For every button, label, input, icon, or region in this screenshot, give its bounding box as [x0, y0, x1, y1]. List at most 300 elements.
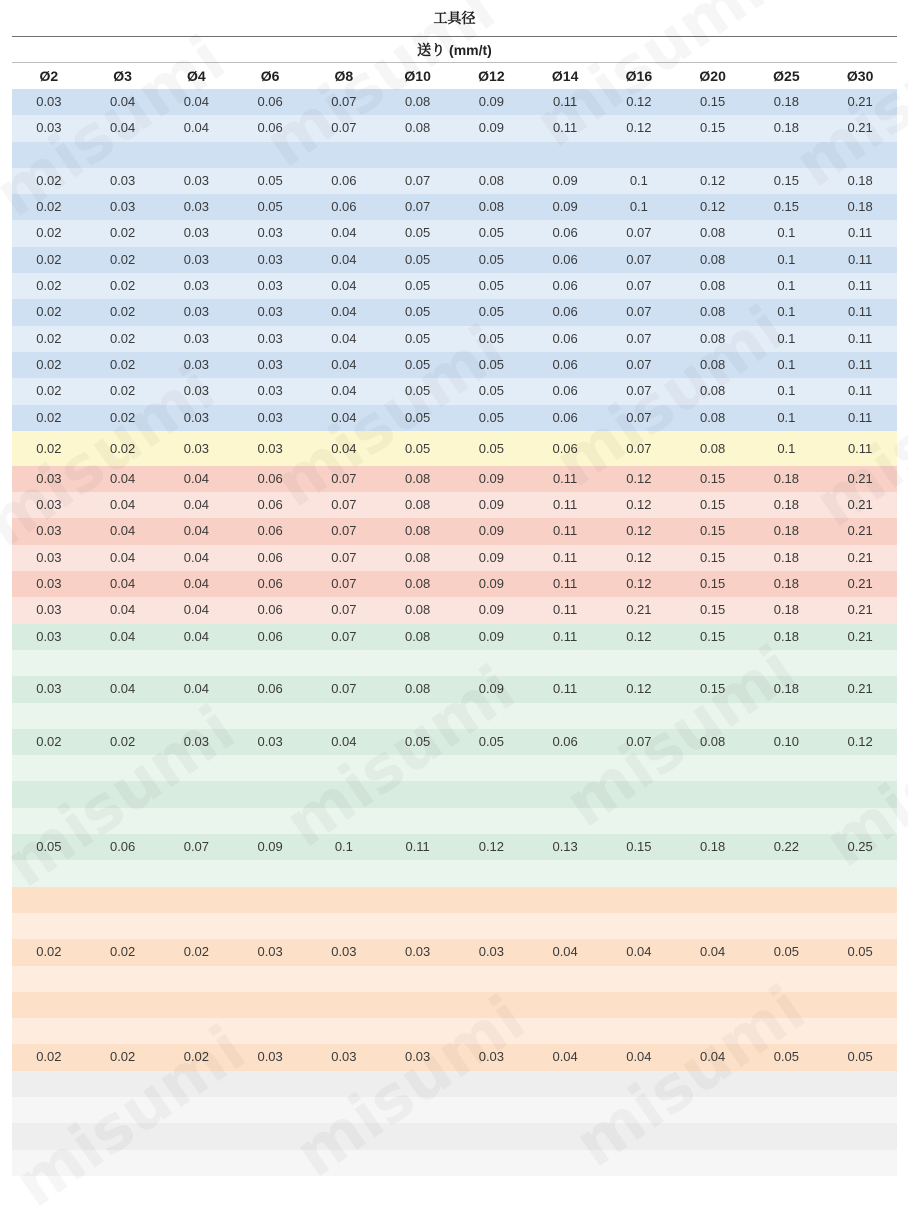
table-cell: [12, 1150, 86, 1176]
table-row: [12, 273, 897, 299]
table-cell: 0.18: [773, 497, 800, 513]
table-row: [12, 1097, 897, 1123]
table-cell: 0.11: [847, 330, 873, 346]
table-cell: 0.08: [478, 199, 505, 215]
table-cell: 0.04: [109, 523, 136, 539]
table-cell: 0.09: [478, 549, 505, 565]
table-cell: [750, 650, 824, 676]
table-cell: 0.12: [626, 120, 652, 136]
table-cell: [307, 1071, 381, 1097]
table-cell: [86, 755, 160, 781]
table-cell: 0.05: [257, 172, 283, 188]
table-cell: 0.05: [404, 383, 431, 399]
table-cell: 0.08: [699, 440, 726, 456]
table-cell: [602, 1018, 676, 1044]
table-cell: 0.07: [331, 523, 357, 539]
table-cell: 0.05: [478, 304, 505, 320]
table-cell: [823, 781, 897, 807]
table-cell: [12, 966, 86, 992]
table-cell: [12, 992, 86, 1018]
table-cell: 0.03: [36, 497, 62, 513]
table-cell: [528, 887, 602, 913]
table-cell: [86, 1071, 160, 1097]
table-cell: 0.11: [552, 523, 578, 539]
column-header: Ø10: [404, 68, 431, 84]
table-cell: [160, 860, 234, 886]
table-cell: [233, 142, 307, 168]
table-row: [12, 545, 897, 571]
table-cell: [823, 1123, 897, 1149]
table-cell: 0.04: [331, 330, 357, 346]
table-cell: [233, 781, 307, 807]
table-cell: 0.13: [552, 839, 578, 855]
feed-rate-table: [12, 0, 897, 1176]
table-cell: [307, 1097, 381, 1123]
table-cell: [233, 1150, 307, 1176]
table-cell: 0.12: [626, 94, 652, 109]
table-cell: 0.08: [699, 383, 726, 399]
table-row: [12, 992, 897, 1018]
table-cell: 0.08: [404, 549, 431, 565]
table-cell: 0.11: [552, 549, 578, 565]
table-row: [12, 168, 897, 194]
table-cell: [528, 1150, 602, 1176]
table-cell: [528, 1097, 602, 1123]
table-cell: 0.04: [331, 440, 357, 456]
table-cell: 0.03: [257, 225, 283, 241]
column-header-row: [12, 63, 897, 89]
table-cell: 0.05: [404, 409, 431, 425]
table-cell: [602, 913, 676, 939]
table-cell: 0.08: [699, 409, 726, 425]
table-cell: [602, 887, 676, 913]
table-cell: 0.12: [626, 497, 652, 513]
table-cell: 0.02: [36, 733, 62, 749]
table-cell: 0.04: [109, 602, 136, 618]
table-cell: 0.04: [183, 470, 210, 486]
table-cell: 0.02: [109, 251, 136, 267]
table-cell: 0.18: [773, 602, 800, 618]
table-cell: 0.07: [626, 251, 652, 267]
table-cell: 0.03: [257, 330, 283, 346]
table-cell: 0.02: [109, 304, 136, 320]
table-cell: 0.12: [626, 681, 652, 697]
table-cell: [602, 966, 676, 992]
table-cell: 0.03: [36, 576, 62, 592]
table-cell: 0.03: [183, 304, 210, 320]
table-cell: 0.15: [773, 172, 800, 188]
table-cell: 0.04: [109, 576, 136, 592]
table-cell: 0.04: [626, 1049, 652, 1065]
table-row: [12, 729, 897, 755]
table-cell: 0.04: [183, 576, 210, 592]
table-cell: [528, 703, 602, 729]
table-cell: 0.12: [626, 470, 652, 486]
table-cell: [455, 1123, 529, 1149]
table-cell: 0.12: [478, 839, 505, 855]
table-cell: [750, 992, 824, 1018]
table-cell: 0.04: [109, 628, 136, 644]
table-cell: [12, 887, 86, 913]
table-cell: [381, 992, 455, 1018]
table-cell: 0.18: [773, 576, 800, 592]
table-cell: 0.11: [552, 602, 578, 618]
table-row: [12, 650, 897, 676]
table-cell: 0.11: [847, 356, 873, 372]
table-cell: 0.18: [847, 172, 873, 188]
table-cell: [160, 1071, 234, 1097]
table-cell: 0.07: [626, 440, 652, 456]
table-cell: 0.05: [478, 330, 505, 346]
table-cell: [381, 860, 455, 886]
table-cell: [160, 966, 234, 992]
table-cell: [455, 808, 529, 834]
table-cell: 0.02: [36, 225, 62, 241]
table-cell: [86, 781, 160, 807]
table-cell: 0.03: [331, 1049, 357, 1065]
table-cell: [676, 992, 750, 1018]
table-cell: 0.06: [331, 172, 357, 188]
table-cell: 0.15: [699, 681, 726, 697]
table-cell: [602, 1123, 676, 1149]
table-subtitle: 送り (mm/t): [12, 37, 897, 63]
table-cell: [307, 1123, 381, 1149]
table-cell: 0.15: [773, 199, 800, 215]
table-cell: [823, 913, 897, 939]
table-cell: 0.04: [331, 304, 357, 320]
table-cell: 0.03: [183, 172, 210, 188]
table-cell: [528, 860, 602, 886]
table-cell: [823, 755, 897, 781]
table-cell: 0.15: [699, 576, 726, 592]
table-cell: 0.21: [847, 576, 873, 592]
table-cell: 0.04: [183, 497, 210, 513]
table-cell: 0.06: [257, 523, 283, 539]
table-cell: 0.03: [404, 1049, 431, 1065]
table-cell: 0.11: [552, 497, 578, 513]
table-cell: [160, 1150, 234, 1176]
table-cell: 0.21: [847, 549, 873, 565]
table-cell: [160, 781, 234, 807]
table-cell: [160, 1018, 234, 1044]
table-cell: [823, 1097, 897, 1123]
table-cell: 0.02: [109, 944, 136, 960]
table-cell: 0.15: [699, 94, 726, 109]
table-cell: 0.04: [552, 944, 578, 960]
table-cell: 0.09: [478, 120, 505, 136]
table-cell: 0.15: [626, 839, 652, 855]
table-cell: [823, 142, 897, 168]
table-cell: 0.08: [699, 251, 726, 267]
table-cell: 0.02: [183, 1049, 210, 1065]
table-cell: 0.22: [773, 839, 800, 855]
table-cell: 0.03: [36, 549, 62, 565]
table-cell: 0.05: [773, 944, 800, 960]
table-cell: 0.11: [552, 470, 578, 486]
table-cell: [602, 781, 676, 807]
table-cell: 0.08: [699, 225, 726, 241]
table-cell: [381, 966, 455, 992]
table-cell: 0.07: [331, 576, 357, 592]
table-cell: 0.07: [626, 304, 652, 320]
table-cell: [233, 1097, 307, 1123]
table-cell: 0.06: [257, 628, 283, 644]
table-cell: 0.05: [478, 225, 505, 241]
table-cell: 0.02: [109, 330, 136, 346]
table-cell: 0.06: [331, 199, 357, 215]
table-cell: 0.03: [183, 733, 210, 749]
table-cell: 0.07: [331, 120, 357, 136]
table-cell: 0.04: [699, 944, 726, 960]
table-cell: 0.08: [699, 733, 726, 749]
table-cell: [381, 887, 455, 913]
table-row: [12, 142, 897, 168]
table-cell: 0.04: [183, 681, 210, 697]
table-cell: [307, 1150, 381, 1176]
table-cell: [86, 966, 160, 992]
table-cell: [823, 650, 897, 676]
table-cell: [381, 808, 455, 834]
table-cell: [12, 142, 86, 168]
table-cell: [602, 650, 676, 676]
table-cell: 0.04: [699, 1049, 726, 1065]
table-cell: 0.18: [773, 549, 800, 565]
table-cell: 0.03: [257, 304, 283, 320]
table-cell: 0.05: [847, 944, 873, 960]
table-cell: 0.15: [699, 602, 726, 618]
table-cell: [528, 1018, 602, 1044]
table-cell: [307, 1018, 381, 1044]
table-row: [12, 939, 897, 965]
table-cell: 0.04: [331, 409, 357, 425]
table-cell: [381, 781, 455, 807]
table-cell: 0.02: [36, 944, 62, 960]
table-cell: [233, 992, 307, 1018]
table-cell: [160, 808, 234, 834]
table-cell: [823, 1150, 897, 1176]
table-cell: [86, 1150, 160, 1176]
table-row: [12, 466, 897, 492]
table-cell: 0.06: [257, 576, 283, 592]
table-cell: 0.03: [257, 356, 283, 372]
column-header: Ø4: [187, 68, 206, 84]
table-cell: 0.04: [331, 356, 357, 372]
table-cell: [676, 1123, 750, 1149]
table-cell: 0.18: [773, 470, 800, 486]
table-cell: [750, 966, 824, 992]
table-cell: [381, 1097, 455, 1123]
table-cell: 0.08: [699, 330, 726, 346]
table-cell: [86, 808, 160, 834]
table-cell: 0.18: [773, 628, 800, 644]
table-cell: [307, 781, 381, 807]
table-cell: [86, 860, 160, 886]
table-cell: 0.12: [626, 549, 652, 565]
table-cell: [602, 1150, 676, 1176]
table-cell: [750, 1071, 824, 1097]
table-cell: 0.02: [109, 278, 136, 294]
column-header: Ø30: [846, 68, 874, 84]
table-cell: 0.21: [847, 602, 873, 618]
table-cell: [528, 142, 602, 168]
table-cell: [750, 1123, 824, 1149]
table-cell: [455, 1018, 529, 1044]
table-cell: 0.12: [626, 523, 652, 539]
table-cell: 0.18: [773, 120, 800, 136]
table-cell: 0.11: [847, 383, 873, 399]
column-header: Ø6: [260, 68, 280, 84]
table-cell: [307, 913, 381, 939]
table-cell: 0.06: [552, 330, 578, 346]
table-cell: 0.03: [257, 944, 283, 960]
table-title: 工具径: [12, 0, 897, 37]
table-cell: [160, 1123, 234, 1149]
table-row: [12, 755, 897, 781]
table-cell: [528, 992, 602, 1018]
table-cell: 0.06: [257, 681, 283, 697]
table-cell: 0.05: [36, 839, 62, 855]
table-cell: [455, 992, 529, 1018]
table-cell: [160, 992, 234, 1018]
table-row: [12, 220, 897, 246]
table-cell: 0.02: [109, 440, 136, 456]
table-cell: 0.21: [847, 94, 873, 109]
table-cell: [750, 808, 824, 834]
table-cell: 0.03: [109, 172, 136, 188]
table-cell: 0.08: [478, 172, 505, 188]
table-cell: 0.08: [699, 304, 726, 320]
table-cell: [455, 1071, 529, 1097]
table-cell: 0.04: [183, 120, 210, 136]
table-cell: [381, 755, 455, 781]
table-cell: 0.03: [183, 356, 210, 372]
table-cell: 0.05: [404, 304, 431, 320]
table-row: [12, 1150, 897, 1176]
table-cell: [86, 1123, 160, 1149]
table-cell: 0.03: [183, 440, 210, 456]
table-cell: 0.18: [699, 839, 726, 855]
table-cell: [307, 860, 381, 886]
table-cell: 0.02: [36, 278, 62, 294]
table-row: [12, 492, 897, 518]
table-cell: 0.04: [331, 383, 357, 399]
table-row: [12, 887, 897, 913]
table-cell: [12, 1018, 86, 1044]
table-cell: [307, 887, 381, 913]
table-cell: 0.07: [331, 497, 357, 513]
table-cell: 0.07: [331, 94, 357, 109]
table-cell: 0.09: [257, 839, 283, 855]
table-cell: [528, 755, 602, 781]
table-cell: 0.06: [552, 251, 578, 267]
table-cell: [750, 913, 824, 939]
table-cell: 0.04: [109, 120, 136, 136]
table-cell: 0.03: [404, 944, 431, 960]
table-cell: 0.11: [847, 278, 873, 294]
table-cell: [160, 650, 234, 676]
table-cell: [676, 887, 750, 913]
table-row: [12, 913, 897, 939]
table-cell: 0.08: [404, 470, 431, 486]
table-cell: 0.03: [183, 251, 210, 267]
table-cell: [160, 1097, 234, 1123]
table-cell: 0.09: [478, 681, 505, 697]
table-cell: [823, 1018, 897, 1044]
table-cell: [86, 703, 160, 729]
table-cell: 0.08: [404, 120, 431, 136]
table-cell: 0.05: [478, 356, 505, 372]
table-cell: 0.15: [699, 549, 726, 565]
table-cell: 0.11: [847, 409, 873, 425]
table-cell: [160, 887, 234, 913]
table-cell: [602, 860, 676, 886]
table-cell: 0.11: [552, 94, 578, 109]
table-cell: 0.02: [36, 440, 62, 456]
table-row: [12, 326, 897, 352]
table-cell: [455, 1097, 529, 1123]
table-cell: 0.03: [257, 278, 283, 294]
table-cell: 0.03: [36, 120, 62, 136]
table-cell: 0.03: [109, 199, 136, 215]
table-cell: 0.08: [404, 523, 431, 539]
table-cell: [233, 966, 307, 992]
table-cell: 0.02: [183, 944, 210, 960]
table-cell: [823, 703, 897, 729]
table-cell: [750, 703, 824, 729]
table-cell: [12, 1123, 86, 1149]
table-row: [12, 1123, 897, 1149]
table-cell: 0.08: [699, 278, 726, 294]
table-cell: [455, 755, 529, 781]
table-cell: 0.15: [699, 523, 726, 539]
table-cell: [160, 755, 234, 781]
table-cell: 0.05: [404, 251, 431, 267]
table-cell: 0.03: [36, 523, 62, 539]
table-cell: [676, 913, 750, 939]
table-cell: 0.02: [36, 304, 62, 320]
column-header: Ø12: [478, 68, 505, 84]
table-cell: 0.06: [257, 470, 283, 486]
table-cell: [307, 650, 381, 676]
table-row: [12, 597, 897, 623]
table-cell: 0.09: [478, 94, 505, 109]
table-cell: [381, 913, 455, 939]
table-cell: 0.06: [552, 304, 578, 320]
table-cell: 0.1: [777, 440, 796, 456]
table-cell: [86, 913, 160, 939]
table-cell: 0.03: [36, 628, 62, 644]
table-cell: [86, 1018, 160, 1044]
table-cell: 0.21: [847, 120, 873, 136]
table-cell: 0.02: [109, 383, 136, 399]
table-cell: 0.05: [773, 1049, 800, 1065]
table-cell: [676, 808, 750, 834]
table-body: [12, 89, 897, 1176]
table-row: [12, 1071, 897, 1097]
table-cell: [750, 1097, 824, 1123]
table-cell: 0.1: [777, 251, 796, 267]
table-cell: 0.03: [36, 470, 62, 486]
table-cell: [750, 755, 824, 781]
table-cell: [12, 1097, 86, 1123]
table-cell: 0.05: [847, 1049, 873, 1065]
table-cell: [676, 755, 750, 781]
table-cell: 0.03: [257, 733, 283, 749]
table-cell: [602, 142, 676, 168]
table-cell: [381, 142, 455, 168]
table-cell: [676, 860, 750, 886]
table-cell: [381, 703, 455, 729]
